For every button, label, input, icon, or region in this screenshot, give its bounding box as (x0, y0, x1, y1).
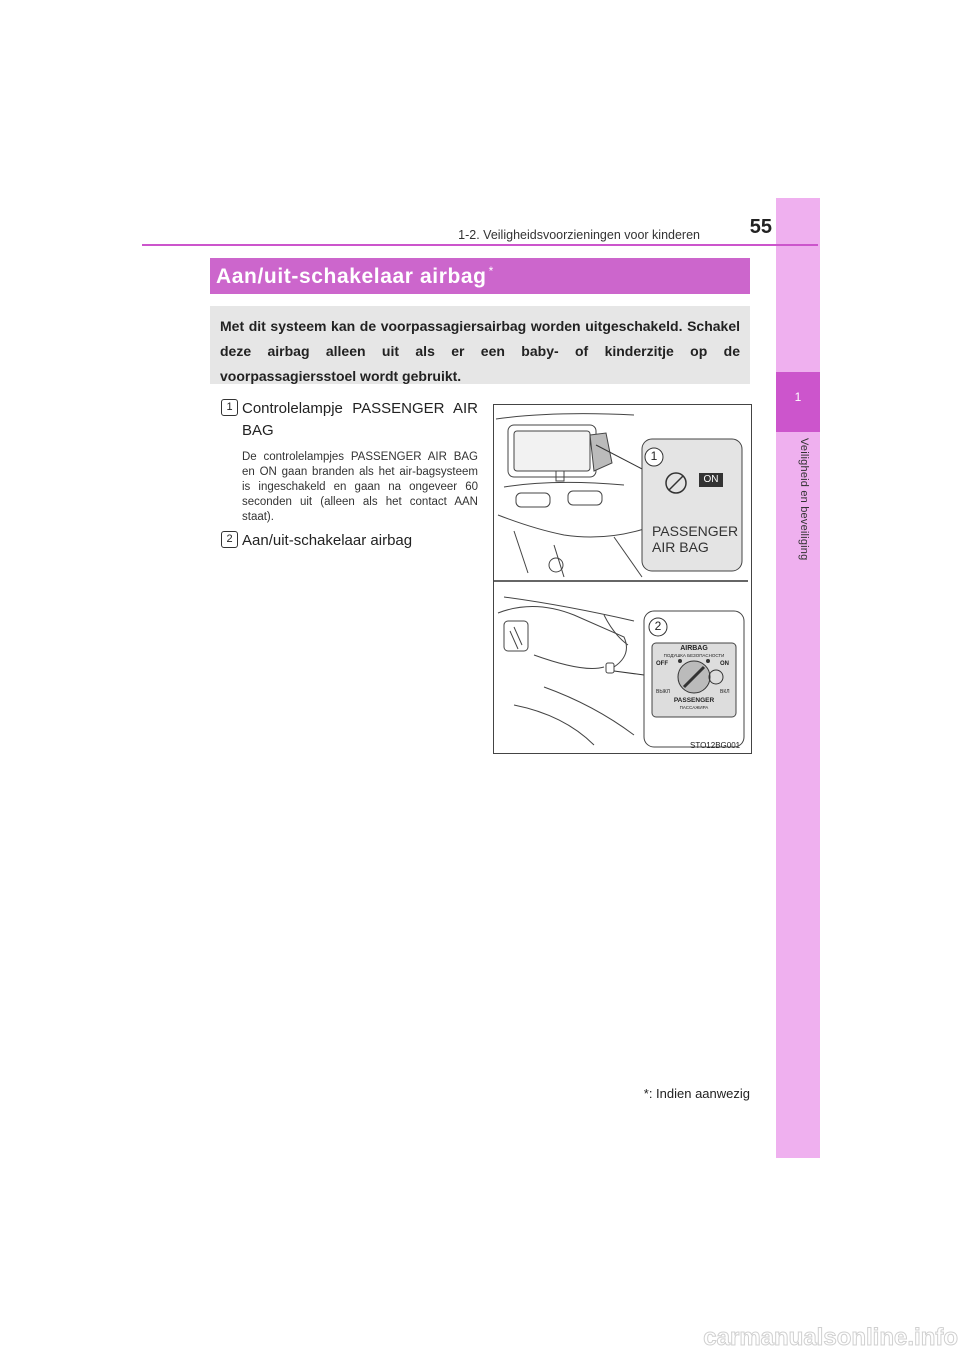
watermark (640, 1322, 960, 1352)
page-number: 55 (749, 216, 772, 238)
footnote-mark: * (643, 1086, 649, 1101)
item-2-number: 2 (221, 531, 238, 548)
watermark-text: carmanualsonline.info (703, 1324, 958, 1351)
item-2-title: Aan/uit-schakelaar airbag (242, 532, 413, 549)
illustration (493, 404, 752, 754)
section-title-mark: * (488, 264, 494, 278)
footnote-text: : Indien aanwezig (648, 1086, 750, 1101)
callout-2-switch-bottom: PASSENGER (673, 697, 715, 704)
callout-1-number: 1 (650, 449, 658, 463)
callout-2-off-ru: ВЫКЛ (656, 689, 670, 695)
callout-2-off: OFF (656, 661, 668, 667)
chapter-label: Veiligheid en beveiliging (798, 438, 810, 561)
callout-2-on-ru: ВКЛ (720, 689, 730, 695)
header-rule (142, 244, 818, 246)
chapter-side-tab (776, 198, 820, 1158)
section-title-text: Aan/uit-schakelaar airbag (216, 265, 487, 288)
section-title (216, 264, 494, 289)
intro-text: Met dit systeem kan de voorpassagiersairbag worden uitgeschakeld. Schakel deze airbag alleen uit als er een baby- of kinderzitje op de voorpassagiersstoel wordt gebruikt. (220, 318, 740, 384)
callout-1-panel-line1: PASSENGER (652, 523, 739, 539)
callout-2-on: ON (720, 661, 729, 667)
callout-2-switch-top-ru: ПОДУШКА БЕЗОПАСНОСТИ (663, 653, 725, 658)
chapter-number: 1 (794, 390, 802, 404)
callout-1-on-label: ON (703, 474, 719, 485)
footnote (560, 1086, 750, 1101)
watermark-logo (640, 1322, 960, 1352)
running-header: 1-2. Veiligheidsvoorzieningen voor kinderen (458, 228, 700, 242)
callout-2-switch-top: AIRBAG (680, 645, 708, 652)
item-1-description: De controlelampjes PASSENGER AIR BAG en ON gaan branden als het air-bagsysteem is ingeschakeld en gaan na ongeveer 60 seconden uit (alleen als het contact AAN staat). (242, 451, 478, 523)
item-1-number: 1 (221, 399, 238, 416)
callout-2-number: 2 (654, 619, 662, 633)
callout-1-panel-line2: AIR BAG (652, 539, 709, 555)
item-1-title: Controlelampje PASSENGER AIR BAG (242, 400, 478, 439)
callout-2-switch-bottom-ru: ПАССАЖИРА (679, 705, 709, 710)
illustration-code: STO12BG001 (690, 741, 741, 750)
